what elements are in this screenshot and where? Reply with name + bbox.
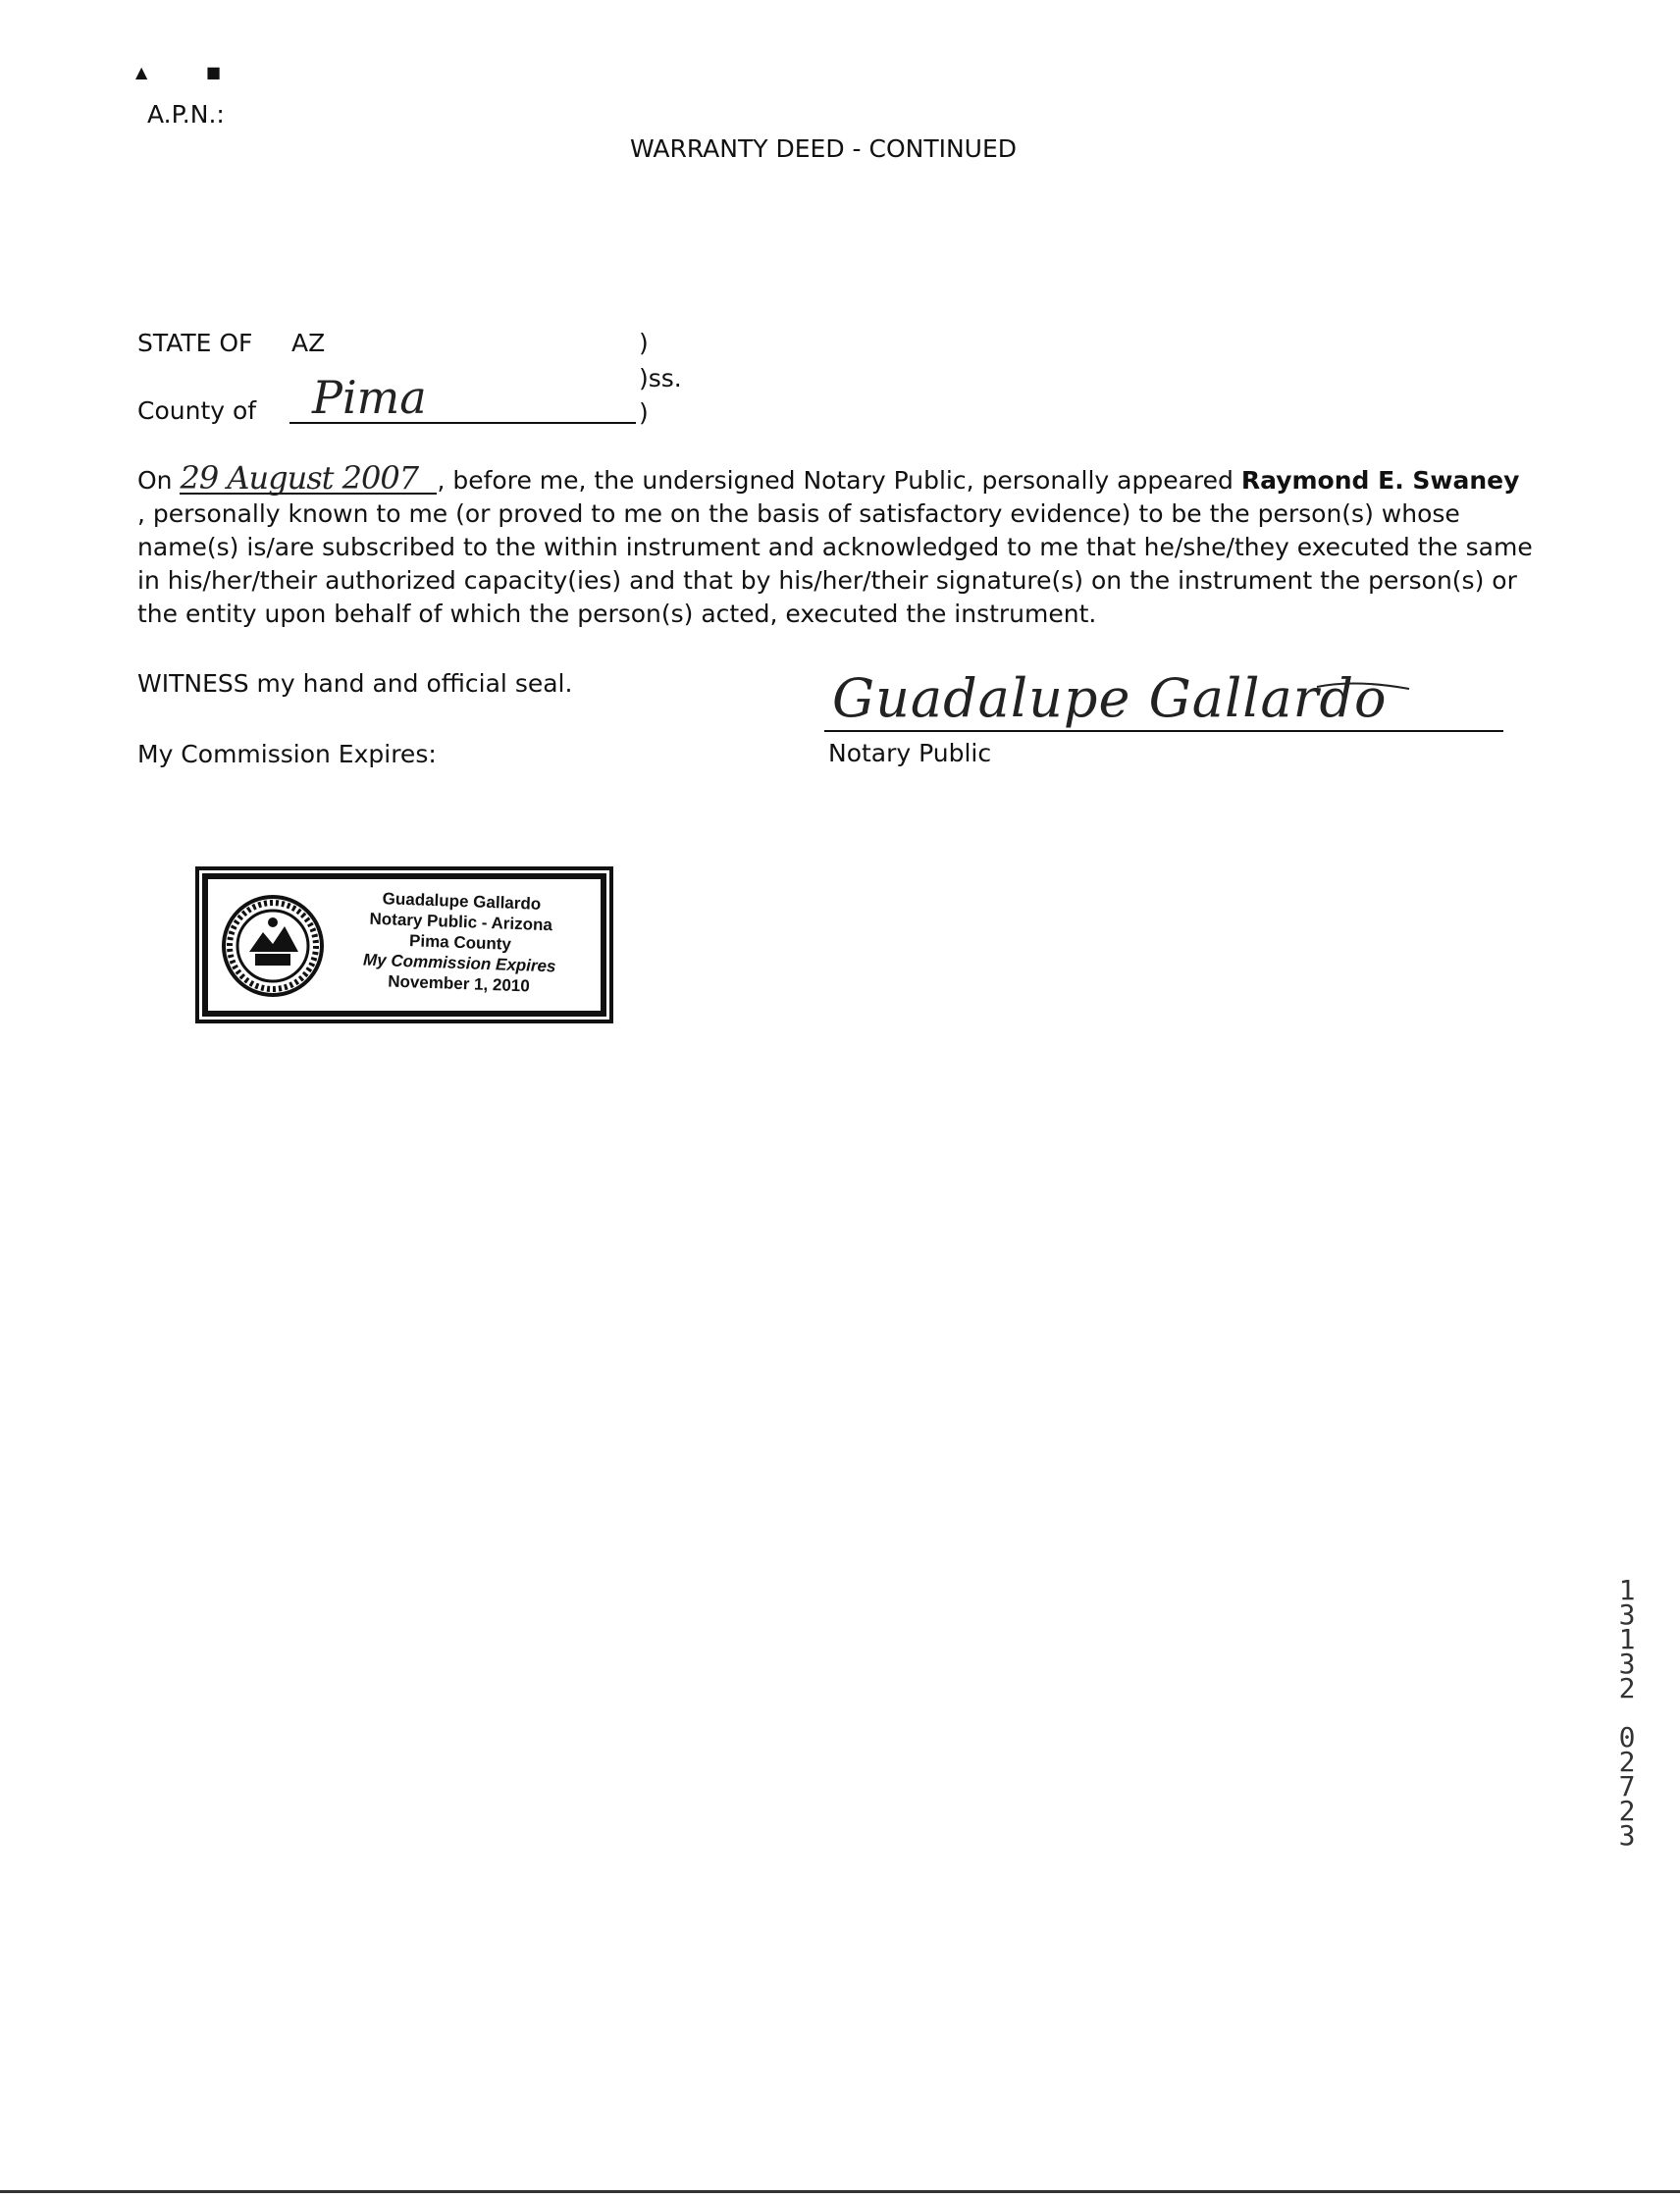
acknowledgment-line-5: the entity upon behalf of which the person(s) acted, executed the instrument. (137, 600, 1097, 628)
acknowledgment-line-3: name(s) is/are subscribed to the within instrument and acknowledged to me that he/she/they executed the same (137, 533, 1533, 561)
recording-digit: 2 (1618, 1795, 1636, 1827)
recording-digit: 3 (1618, 1819, 1636, 1852)
recording-digit: 3 (1618, 1598, 1636, 1631)
scan-edge-line (0, 2190, 1680, 2193)
stamp-county: Pima County (408, 931, 512, 954)
recording-digit: 3 (1618, 1648, 1636, 1680)
recording-digit: 2 (1618, 1746, 1636, 1778)
signature-line (824, 730, 1503, 732)
stamp-name: Guadalupe Gallardo (382, 889, 542, 914)
paren-bottom: ) (639, 398, 649, 427)
state-label: STATE OF (137, 329, 253, 357)
notary-stamp (202, 873, 606, 1017)
notary-public-label: Notary Public (828, 739, 992, 767)
recording-digit: 1 (1618, 1623, 1636, 1655)
acknowledgment-line-4: in his/her/their authorized capacity(ies) and that by his/her/their signature(s) on the instrument the person(s) or (137, 566, 1517, 595)
document-title: WARRANTY DEED - CONTINUED (630, 134, 1018, 163)
signer-name: Raymond E. Swaney (1240, 466, 1520, 495)
recording-digit: 0 (1618, 1721, 1636, 1753)
notary-signature: Guadalupe Gallardo (832, 667, 1388, 729)
stamp-title: Notary Public - Arizona (369, 909, 553, 935)
state-value: AZ (291, 329, 326, 357)
signature-flourish (1315, 667, 1413, 697)
date-handwritten: 29 August 2007 (180, 463, 437, 495)
commission-expires-label: My Commission Expires: (137, 740, 437, 768)
recording-digit: 7 (1618, 1770, 1636, 1803)
county-label: County of (137, 396, 257, 425)
recording-number (1611, 1574, 1643, 1852)
acknowledgment-paragraph (137, 459, 1533, 631)
acknowledgment-line-1 (137, 459, 1531, 497)
on-label: On (137, 466, 173, 495)
state-seal-icon (220, 893, 326, 999)
acknowledgment-line-2: , personally known to me (or proved to me on the basis of satisfactory evidence) to be the person(s) whose (137, 499, 1460, 528)
acknowledgment-line-1-text: , before me, the undersigned Notary Public, personally appeared (437, 466, 1234, 495)
recording-digit: 2 (1618, 1672, 1636, 1704)
scan-mark: ▲ (135, 63, 148, 81)
ss-label: )ss. (639, 364, 682, 392)
county-handwritten: Pima (312, 371, 427, 424)
apn-label: A.P.N.: (147, 100, 225, 129)
witness-text: WITNESS my hand and official seal. (137, 669, 573, 698)
stamp-expires-label: My Commission Expires (362, 950, 556, 976)
scan-mark: ■ (206, 63, 222, 81)
stamp-text (336, 887, 585, 999)
recording-digit: 1 (1618, 1574, 1636, 1606)
stamp-expires-date: November 1, 2010 (387, 971, 531, 996)
paren-top: ) (639, 329, 649, 357)
